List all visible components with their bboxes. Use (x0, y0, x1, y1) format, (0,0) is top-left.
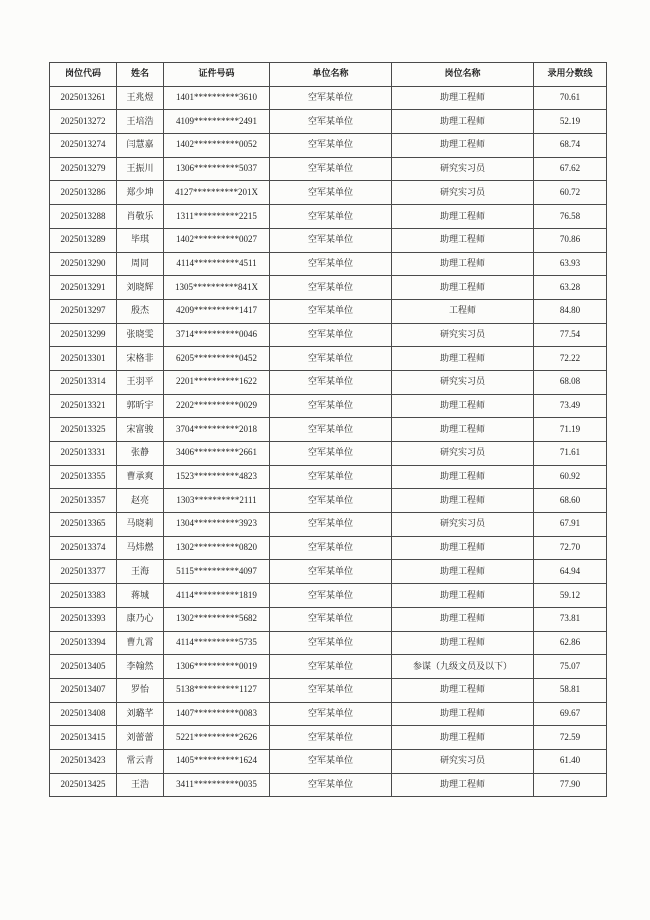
cell-name: 刘璐芊 (117, 702, 164, 726)
cell-name: 肖敬乐 (117, 205, 164, 229)
cell-position-title: 助理工程师 (392, 607, 534, 631)
cell-unit-name: 空军某单位 (270, 536, 392, 560)
table-row (50, 276, 607, 300)
cell-admission-score: 67.62 (534, 157, 607, 181)
column-header-position-code: 岗位代码 (50, 63, 117, 87)
cell-id-number: 2202**********0029 (164, 394, 270, 418)
cell-id-number: 5115**********4097 (164, 560, 270, 584)
cell-position-code: 2025013290 (50, 252, 117, 276)
table-row (50, 560, 607, 584)
column-header-position-title: 岗位名称 (392, 63, 534, 87)
cell-unit-name: 空军某单位 (270, 678, 392, 702)
table-row (50, 749, 607, 773)
table-row (50, 181, 607, 205)
cell-position-title: 助理工程师 (392, 773, 534, 797)
cell-name: 刘晓辉 (117, 276, 164, 300)
cell-position-code: 2025013357 (50, 489, 117, 513)
cell-id-number: 4114**********1819 (164, 584, 270, 608)
cell-position-code: 2025013297 (50, 299, 117, 323)
cell-admission-score: 84.80 (534, 299, 607, 323)
cell-id-number: 1311**********2215 (164, 205, 270, 229)
cell-position-title: 助理工程师 (392, 678, 534, 702)
table-row (50, 655, 607, 679)
cell-id-number: 1306**********5037 (164, 157, 270, 181)
cell-position-title: 助理工程师 (392, 110, 534, 134)
cell-name: 宋格非 (117, 347, 164, 371)
cell-unit-name: 空军某单位 (270, 418, 392, 442)
cell-position-title: 助理工程师 (392, 276, 534, 300)
cell-admission-score: 63.93 (534, 252, 607, 276)
cell-position-title: 助理工程师 (392, 631, 534, 655)
cell-position-code: 2025013415 (50, 726, 117, 750)
cell-unit-name: 空军某单位 (270, 442, 392, 466)
cell-position-code: 2025013321 (50, 394, 117, 418)
cell-unit-name: 空军某单位 (270, 489, 392, 513)
cell-name: 郑少坤 (117, 181, 164, 205)
cell-admission-score: 76.58 (534, 205, 607, 229)
cell-unit-name: 空军某单位 (270, 110, 392, 134)
cell-id-number: 3714**********0046 (164, 323, 270, 347)
cell-admission-score: 70.61 (534, 86, 607, 110)
cell-position-code: 2025013274 (50, 134, 117, 158)
cell-unit-name: 空军某单位 (270, 702, 392, 726)
cell-id-number: 3411**********0035 (164, 773, 270, 797)
cell-position-title: 研究实习员 (392, 370, 534, 394)
table-row (50, 489, 607, 513)
cell-admission-score: 72.70 (534, 536, 607, 560)
cell-position-title: 参谋（九级文员及以下） (392, 655, 534, 679)
cell-admission-score: 68.74 (534, 134, 607, 158)
cell-name: 曹九霄 (117, 631, 164, 655)
cell-id-number: 1305**********841X (164, 276, 270, 300)
cell-position-code: 2025013314 (50, 370, 117, 394)
column-header-name: 姓名 (117, 63, 164, 87)
cell-unit-name: 空军某单位 (270, 205, 392, 229)
cell-admission-score: 72.59 (534, 726, 607, 750)
cell-position-code: 2025013405 (50, 655, 117, 679)
cell-unit-name: 空军某单位 (270, 584, 392, 608)
column-header-unit-name: 单位名称 (270, 63, 392, 87)
cell-position-code: 2025013377 (50, 560, 117, 584)
cell-admission-score: 77.54 (534, 323, 607, 347)
cell-id-number: 5138**********1127 (164, 678, 270, 702)
cell-id-number: 6205**********0452 (164, 347, 270, 371)
cell-admission-score: 52.19 (534, 110, 607, 134)
cell-position-code: 2025013423 (50, 749, 117, 773)
cell-name: 曹承爽 (117, 465, 164, 489)
cell-unit-name: 空军某单位 (270, 86, 392, 110)
cell-position-code: 2025013393 (50, 607, 117, 631)
cell-position-code: 2025013299 (50, 323, 117, 347)
cell-position-code: 2025013383 (50, 584, 117, 608)
cell-admission-score: 71.61 (534, 442, 607, 466)
table-row (50, 726, 607, 750)
table-row (50, 110, 607, 134)
cell-name: 王培浩 (117, 110, 164, 134)
cell-name: 郭昕宇 (117, 394, 164, 418)
cell-name: 刘蕾蕾 (117, 726, 164, 750)
cell-unit-name: 空军某单位 (270, 465, 392, 489)
cell-unit-name: 空军某单位 (270, 347, 392, 371)
cell-name: 罗怡 (117, 678, 164, 702)
cell-position-title: 研究实习员 (392, 181, 534, 205)
cell-unit-name: 空军某单位 (270, 607, 392, 631)
cell-admission-score: 60.92 (534, 465, 607, 489)
cell-id-number: 4114**********5735 (164, 631, 270, 655)
column-header-id-number: 证件号码 (164, 63, 270, 87)
cell-name: 周同 (117, 252, 164, 276)
cell-id-number: 1407**********0083 (164, 702, 270, 726)
recruitment-results-table (49, 62, 607, 797)
cell-admission-score: 67.91 (534, 513, 607, 537)
table-row (50, 536, 607, 560)
cell-position-title: 助理工程师 (392, 418, 534, 442)
cell-position-title: 助理工程师 (392, 86, 534, 110)
cell-admission-score: 62.86 (534, 631, 607, 655)
cell-admission-score: 60.72 (534, 181, 607, 205)
cell-position-code: 2025013365 (50, 513, 117, 537)
cell-position-code: 2025013331 (50, 442, 117, 466)
cell-position-code: 2025013289 (50, 228, 117, 252)
cell-position-code: 2025013291 (50, 276, 117, 300)
cell-position-title: 助理工程师 (392, 347, 534, 371)
cell-admission-score: 58.81 (534, 678, 607, 702)
table-row (50, 702, 607, 726)
cell-position-code: 2025013425 (50, 773, 117, 797)
cell-id-number: 1523**********4823 (164, 465, 270, 489)
cell-position-title: 助理工程师 (392, 134, 534, 158)
cell-name: 赵亮 (117, 489, 164, 513)
cell-position-title: 研究实习员 (392, 442, 534, 466)
cell-position-code: 2025013355 (50, 465, 117, 489)
cell-name: 蒋城 (117, 584, 164, 608)
cell-admission-score: 68.08 (534, 370, 607, 394)
cell-position-title: 研究实习员 (392, 749, 534, 773)
cell-id-number: 4109**********2491 (164, 110, 270, 134)
cell-admission-score: 73.49 (534, 394, 607, 418)
table-row (50, 418, 607, 442)
cell-id-number: 1405**********1624 (164, 749, 270, 773)
table-row (50, 299, 607, 323)
cell-name: 李翰然 (117, 655, 164, 679)
table-row (50, 347, 607, 371)
cell-position-code: 2025013408 (50, 702, 117, 726)
cell-id-number: 1302**********5682 (164, 607, 270, 631)
cell-id-number: 5221**********2626 (164, 726, 270, 750)
cell-unit-name: 空军某单位 (270, 773, 392, 797)
cell-position-code: 2025013374 (50, 536, 117, 560)
cell-admission-score: 71.19 (534, 418, 607, 442)
cell-admission-score: 59.12 (534, 584, 607, 608)
cell-position-code: 2025013325 (50, 418, 117, 442)
cell-id-number: 4209**********1417 (164, 299, 270, 323)
cell-position-code: 2025013407 (50, 678, 117, 702)
cell-position-code: 2025013288 (50, 205, 117, 229)
cell-unit-name: 空军某单位 (270, 394, 392, 418)
table-header-row (50, 63, 607, 87)
table-row (50, 394, 607, 418)
cell-unit-name: 空军某单位 (270, 370, 392, 394)
cell-position-title: 研究实习员 (392, 513, 534, 537)
table-row (50, 607, 607, 631)
table-row (50, 228, 607, 252)
cell-unit-name: 空军某单位 (270, 181, 392, 205)
cell-position-code: 2025013394 (50, 631, 117, 655)
cell-admission-score: 64.94 (534, 560, 607, 584)
cell-id-number: 1303**********2111 (164, 489, 270, 513)
cell-unit-name: 空军某单位 (270, 228, 392, 252)
cell-name: 殷杰 (117, 299, 164, 323)
cell-admission-score: 69.67 (534, 702, 607, 726)
cell-id-number: 1304**********3923 (164, 513, 270, 537)
cell-admission-score: 63.28 (534, 276, 607, 300)
cell-unit-name: 空军某单位 (270, 655, 392, 679)
table-body (50, 86, 607, 797)
table-row (50, 442, 607, 466)
cell-position-title: 助理工程师 (392, 726, 534, 750)
cell-name: 王羽平 (117, 370, 164, 394)
cell-position-title: 助理工程师 (392, 465, 534, 489)
cell-id-number: 1401**********3610 (164, 86, 270, 110)
cell-name: 马炜燃 (117, 536, 164, 560)
cell-admission-score: 72.22 (534, 347, 607, 371)
cell-admission-score: 77.90 (534, 773, 607, 797)
cell-admission-score: 75.07 (534, 655, 607, 679)
cell-position-title: 助理工程师 (392, 252, 534, 276)
cell-unit-name: 空军某单位 (270, 299, 392, 323)
table-row (50, 86, 607, 110)
cell-name: 王浩 (117, 773, 164, 797)
table-row (50, 370, 607, 394)
cell-name: 宋富骏 (117, 418, 164, 442)
cell-position-title: 助理工程师 (392, 702, 534, 726)
table-row (50, 584, 607, 608)
cell-position-title: 助理工程师 (392, 536, 534, 560)
table-row (50, 631, 607, 655)
cell-unit-name: 空军某单位 (270, 134, 392, 158)
cell-id-number: 2201**********1622 (164, 370, 270, 394)
cell-id-number: 3406**********2661 (164, 442, 270, 466)
cell-id-number: 1402**********0027 (164, 228, 270, 252)
table-row (50, 252, 607, 276)
cell-position-title: 助理工程师 (392, 205, 534, 229)
cell-position-title: 研究实习员 (392, 157, 534, 181)
cell-admission-score: 61.40 (534, 749, 607, 773)
cell-position-code: 2025013261 (50, 86, 117, 110)
cell-unit-name: 空军某单位 (270, 726, 392, 750)
cell-name: 常云青 (117, 749, 164, 773)
cell-unit-name: 空军某单位 (270, 323, 392, 347)
cell-position-title: 助理工程师 (392, 394, 534, 418)
cell-unit-name: 空军某单位 (270, 560, 392, 584)
cell-position-code: 2025013301 (50, 347, 117, 371)
cell-unit-name: 空军某单位 (270, 157, 392, 181)
cell-name: 王海 (117, 560, 164, 584)
cell-name: 康乃心 (117, 607, 164, 631)
cell-name: 王振川 (117, 157, 164, 181)
cell-position-title: 助理工程师 (392, 560, 534, 584)
cell-name: 闫慧嘉 (117, 134, 164, 158)
table-row (50, 678, 607, 702)
cell-position-title: 工程师 (392, 299, 534, 323)
cell-position-code: 2025013279 (50, 157, 117, 181)
cell-admission-score: 73.81 (534, 607, 607, 631)
cell-name: 张晓雯 (117, 323, 164, 347)
cell-id-number: 1402**********0052 (164, 134, 270, 158)
cell-id-number: 3704**********2018 (164, 418, 270, 442)
cell-id-number: 4127**********201X (164, 181, 270, 205)
cell-position-title: 研究实习员 (392, 323, 534, 347)
cell-name: 毕琪 (117, 228, 164, 252)
cell-unit-name: 空军某单位 (270, 276, 392, 300)
table-row (50, 513, 607, 537)
cell-unit-name: 空军某单位 (270, 749, 392, 773)
cell-position-title: 助理工程师 (392, 584, 534, 608)
table-row (50, 323, 607, 347)
cell-name: 王兆煜 (117, 86, 164, 110)
table-row (50, 773, 607, 797)
cell-name: 张静 (117, 442, 164, 466)
cell-unit-name: 空军某单位 (270, 513, 392, 537)
cell-id-number: 4114**********4511 (164, 252, 270, 276)
cell-id-number: 1306**********0019 (164, 655, 270, 679)
cell-unit-name: 空军某单位 (270, 631, 392, 655)
cell-position-code: 2025013272 (50, 110, 117, 134)
cell-admission-score: 70.86 (534, 228, 607, 252)
cell-position-title: 助理工程师 (392, 489, 534, 513)
cell-position-title: 助理工程师 (392, 228, 534, 252)
table-row (50, 465, 607, 489)
table-row (50, 205, 607, 229)
cell-position-code: 2025013286 (50, 181, 117, 205)
cell-unit-name: 空军某单位 (270, 252, 392, 276)
table-row (50, 134, 607, 158)
cell-name: 马晓莉 (117, 513, 164, 537)
cell-admission-score: 68.60 (534, 489, 607, 513)
column-header-admission-score: 录用分数线 (534, 63, 607, 87)
cell-id-number: 1302**********0820 (164, 536, 270, 560)
table-row (50, 157, 607, 181)
